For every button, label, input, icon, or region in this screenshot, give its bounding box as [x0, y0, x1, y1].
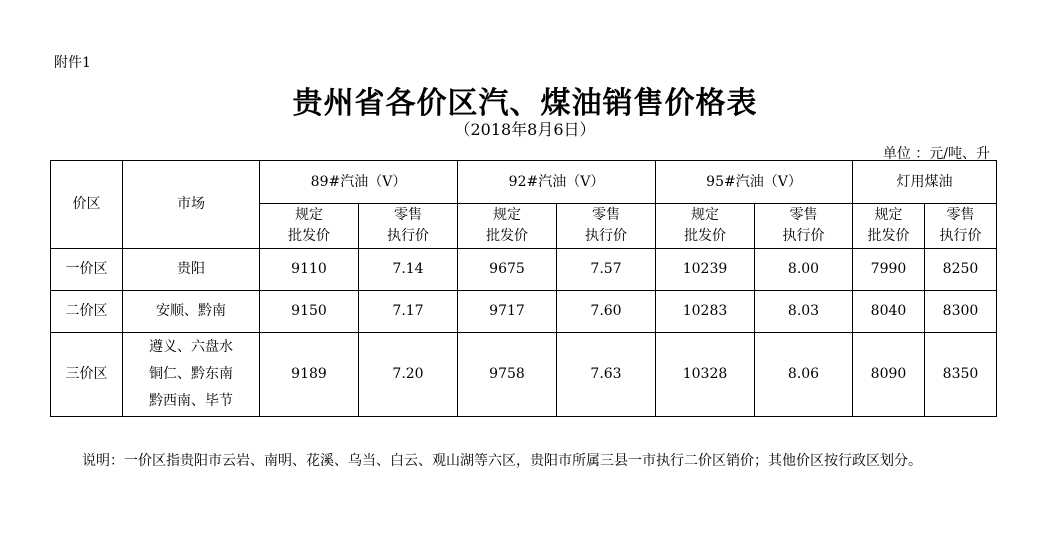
- price-table: [50, 160, 997, 417]
- value-cell: 8350: [925, 333, 997, 417]
- page-title: 贵州省各价区汽、煤油销售价格表: [292, 86, 758, 121]
- value-cell: 7.57: [557, 249, 656, 291]
- market-cell: 遵义、六盘水 铜仁、黔东南 黔西南、毕节: [123, 333, 260, 417]
- value-cell: 9675: [458, 249, 557, 291]
- value-cell: 7.20: [359, 333, 458, 417]
- zone-cell: 一价区: [51, 249, 123, 291]
- value-cell: 10283: [656, 291, 755, 333]
- header-zone: 价区: [51, 161, 123, 249]
- table-row: [51, 333, 997, 417]
- value-cell: 8.03: [755, 291, 853, 333]
- table-row: [51, 291, 997, 333]
- value-cell: 7990: [853, 249, 925, 291]
- header-retail: 零售 执行价: [359, 204, 458, 249]
- table-row: [51, 249, 997, 291]
- unit-label: 单位 ：元/吨、升: [882, 146, 990, 162]
- header-product-95: 95#汽油（V）: [656, 161, 853, 204]
- header-wholesale: 规定 批发价: [656, 204, 755, 249]
- document-date: （2018年8月6日）: [454, 120, 596, 139]
- zone-cell: 三价区: [51, 333, 123, 417]
- value-cell: 8090: [853, 333, 925, 417]
- value-cell: 7.60: [557, 291, 656, 333]
- attachment-label: 附件1: [54, 55, 91, 71]
- value-cell: 9110: [260, 249, 359, 291]
- market-cell: 贵阳: [123, 249, 260, 291]
- value-cell: 8.06: [755, 333, 853, 417]
- zone-cell: 二价区: [51, 291, 123, 333]
- value-cell: 10328: [656, 333, 755, 417]
- header-product-92: 92#汽油（V）: [458, 161, 656, 204]
- value-cell: 8300: [925, 291, 997, 333]
- explanatory-note: 说明：一价区指贵阳市云岩、南明、花溪、乌当、白云、观山湖等六区，贵阳市所属三县一市执行二价区销价；其他价区按行政区划分。: [82, 453, 922, 469]
- header-wholesale: 规定 批发价: [260, 204, 359, 249]
- value-cell: 9150: [260, 291, 359, 333]
- header-retail: 零售 执行价: [755, 204, 853, 249]
- header-product-kerosene: 灯用煤油: [853, 161, 997, 204]
- header-product-89: 89#汽油（V）: [260, 161, 458, 204]
- value-cell: 8040: [853, 291, 925, 333]
- value-cell: 8.00: [755, 249, 853, 291]
- header-market: 市场: [123, 161, 260, 249]
- market-cell: 安顺、黔南: [123, 291, 260, 333]
- header-retail: 零售 执行价: [925, 204, 997, 249]
- header-retail: 零售 执行价: [557, 204, 656, 249]
- header-wholesale: 规定 批发价: [458, 204, 557, 249]
- value-cell: 9758: [458, 333, 557, 417]
- value-cell: 7.63: [557, 333, 656, 417]
- value-cell: 10239: [656, 249, 755, 291]
- header-wholesale: 规定 批发价: [853, 204, 925, 249]
- value-cell: 9717: [458, 291, 557, 333]
- value-cell: 8250: [925, 249, 997, 291]
- value-cell: 7.14: [359, 249, 458, 291]
- value-cell: 9189: [260, 333, 359, 417]
- value-cell: 7.17: [359, 291, 458, 333]
